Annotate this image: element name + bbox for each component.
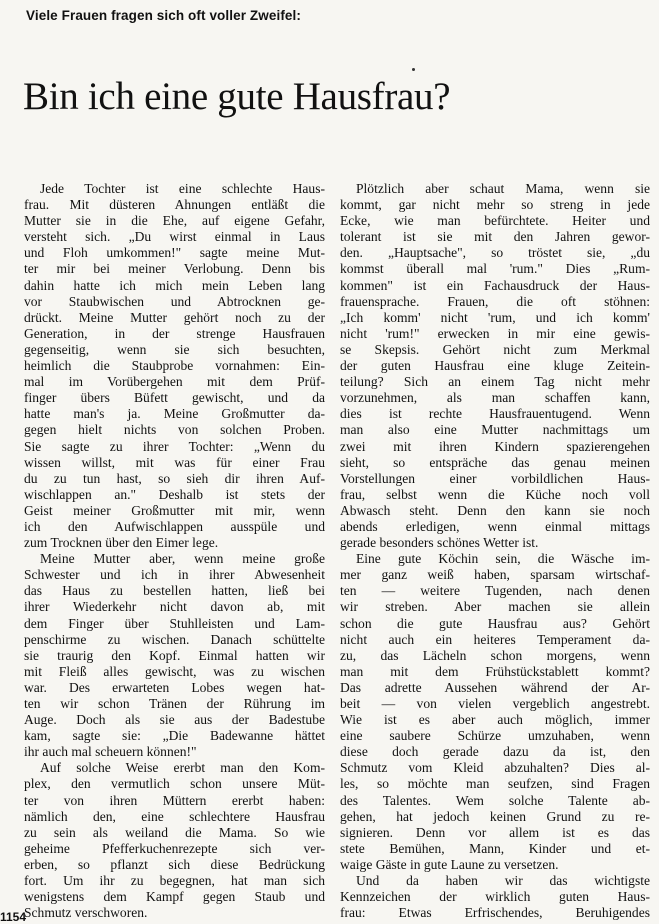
text-line: Eine gute Köchin sein, die Wäsche im- <box>356 551 650 567</box>
text-line: Auge. Doch als sie aus der Badestube <box>24 712 325 728</box>
text-line: Abwasch steht. Denn den kann sie noch <box>340 502 650 518</box>
text-line: den. „Hauptsache", so tröstet sie, „du <box>340 245 650 261</box>
text-line: das Haus zu bestellen hatten, ließ bei <box>24 583 325 599</box>
text-line: Schmutz vom Kleid abzuhalten? Dies al- <box>340 760 650 776</box>
text-line: teilung? Sich an einem Tag nicht mehr <box>340 374 650 390</box>
text-line: Kennzeichen der wirklich guten Haus- <box>340 889 650 905</box>
print-speck <box>412 68 415 71</box>
text-line: gegen hielt nichts von solchen Proben. <box>24 422 325 438</box>
text-line: man mit dem Frühstückstablett kommt? <box>340 663 650 679</box>
text-line: schon die gute Hausfrau aus? Gehört <box>340 615 650 631</box>
text-line: signieren. Denn vor allem ist es das <box>340 824 650 840</box>
text-line: frau. Mit düsteren Ahnungen entläßt die <box>24 197 325 213</box>
text-line: Jede Tochter ist eine schlechte Haus- <box>40 181 325 196</box>
text-line: Schwester und ich in ihrer Abwesenheit <box>24 567 325 583</box>
text-line: dies ist rechte Hausfrauentugend. Wenn <box>340 406 650 422</box>
text-line: gerade besonders schönes Wetter ist. <box>340 535 539 551</box>
text-line: se Skepsis. Gehört nicht zum Merkmal <box>340 341 650 357</box>
text-line: kam, sagte sie: „Die Badewanne hättet <box>24 728 325 744</box>
text-line: dem Finger über Stuhlleisten und Lam- <box>24 615 325 631</box>
text-line: ich den Aufwischlappen ausspüle und <box>24 518 325 534</box>
text-line: mal im Vorübergehen mit dem Prüf- <box>24 374 325 390</box>
text-line: und Floh umkommen!" sagte meine Mut- <box>24 245 325 261</box>
text-line: frau: Etwas Erfrischendes, Beruhigendes <box>340 905 650 921</box>
text-line: dahin hatte ich mich mein Leben lang <box>24 277 325 293</box>
text-line: gegenseitig, wenn sie sich besuchten, <box>24 341 325 357</box>
text-line: geheime Pfefferkuchenrezepte sich ver- <box>24 840 325 856</box>
text-line: wissen willst, mit was für einer Frau <box>24 454 325 470</box>
text-line: des Talentes. Wem solche Talente ab- <box>340 792 650 808</box>
text-line: nicht 'rum!" erwecken in mir eine gewis- <box>340 325 650 341</box>
text-line: Meine Mutter aber, wenn meine große <box>40 551 325 567</box>
kicker-line: Viele Frauen fragen sich oft voller Zweifel: <box>26 8 301 23</box>
text-line: vor Staubwischen und Abtrocknen ge- <box>24 293 325 309</box>
text-line: stete Bemühen, Mann, Kinder und et- <box>340 840 650 856</box>
text-line: Geist meiner Großmutter mit mir, wenn <box>24 502 325 518</box>
text-line: waige Gäste in gute Laune zu versetzen. <box>340 856 559 872</box>
text-line: Ecke, wie man befürchtete. Heiter und <box>340 213 650 229</box>
left-column <box>24 181 325 921</box>
text-line: mit Fleiß alles gewischt, was zu wischen <box>24 663 325 679</box>
text-line: eine saubere Schürze umzuhaben, wenn <box>340 728 650 744</box>
text-line: kommst überall mal 'rum." Dies „Rum- <box>340 261 650 277</box>
text-line: frau, selbst wenn die Küche noch voll <box>340 486 650 502</box>
text-line: frauensprache. Frauen, die oft stöhnen: <box>340 293 650 309</box>
text-line: erben, so pflanzt sich diese Bedrückung <box>24 856 325 872</box>
text-line: Plötzlich aber schaut Mama, wenn sie <box>356 181 650 196</box>
text-line: zu sein als weiland die Mama. So wie <box>24 824 325 840</box>
text-line: kommt, gar nicht mehr so streng in jede <box>340 197 650 213</box>
text-line: du zu tun hast, so sieh dir ihren Auf- <box>24 470 325 486</box>
text-line: wischlappen an." Deshalb ist stets der <box>24 486 325 502</box>
text-line: Auf solche Weise ererbt man den Kom- <box>40 760 325 776</box>
text-line: abends erledigen, wenn einmal mittags <box>340 518 650 534</box>
text-line: nicht auch ein heiteres Temperament da- <box>340 631 650 647</box>
text-line: versteht sich. „Du wirst einmal in Laus <box>24 229 325 245</box>
text-line: wir streben. Aber machen sie allein <box>340 599 650 615</box>
text-line: finger übers Büfett gewischt, und da <box>24 390 325 406</box>
text-line: tolerant ist sie mit den Jahren gewor- <box>340 229 650 245</box>
text-line: sie traurig den Kopf. Einmal hatten wir <box>24 647 325 663</box>
text-line: ihrer Wiederkehr nicht davon ab, mit <box>24 599 325 615</box>
text-line: drückt. Meine Mutter gehört noch zu der <box>24 309 325 325</box>
text-line: beit — von vielen vergeblich angestrebt. <box>340 696 650 711</box>
text-line: ihr auch mal scheuern können!" <box>24 744 197 760</box>
text-line: hatte man's ja. Meine Großmutter da- <box>24 406 325 422</box>
text-line: „Ich komm' nicht 'rum, und ich komm' <box>340 309 650 325</box>
right-column <box>340 181 650 921</box>
text-line: heimlich die Staubprobe vornahmen: Ein- <box>24 358 325 374</box>
text-line: kommen" ist ein Fachausdruck der Haus- <box>340 277 650 293</box>
text-line: nämlich den, eine schlechtere Hausfrau <box>24 808 325 824</box>
text-line: les, so möchte man seufzen, sind Fragen <box>340 776 650 792</box>
text-line: der guten Hausfrau eine kluge Zeitein- <box>340 358 650 374</box>
text-line: ter mir bei meiner Verlobung. Denn bis <box>24 261 325 277</box>
text-line: zum Trocknen über den Eimer lege. <box>24 535 219 551</box>
text-line: ten — weitere Tugenden, nach denen <box>340 583 650 599</box>
text-line: plex, den vermutlich schon unsere Müt- <box>24 776 325 792</box>
text-line: gehen, hat jedoch keinen Grund zu re- <box>340 808 650 824</box>
text-line: Generation, in der strenge Hausfrauen <box>24 325 325 341</box>
text-line: zwei mit ihren Kindern spazierengehen <box>340 438 650 454</box>
text-line: Wie ist es aber auch möglich, immer <box>340 712 650 728</box>
text-line: penschirme zu wischen. Danach schüttelte <box>24 631 325 647</box>
text-line: war. Des erwarteten Lobes wegen hat- <box>24 679 325 695</box>
text-line: man also eine Mutter nachmittags um <box>340 422 650 438</box>
text-line: zu, das Lächeln schon morgens, wenn <box>340 647 650 663</box>
text-line: fort. Um ihr zu begegnen, hat man sich <box>24 873 325 889</box>
text-line: diese doch gerade dazu da ist, den <box>340 744 650 760</box>
text-line: vorzunehmen, als man schaffen kann, <box>340 390 650 406</box>
text-line: Sie sagte zu ihrer Tochter: „Wenn du <box>24 438 325 454</box>
text-line: Mutter sie in die Ehe, auf eigene Gefahr, <box>24 213 325 229</box>
text-line: Schmutz verschworen. <box>24 905 148 921</box>
text-line: sieht, so entspräche das genau meinen <box>340 454 650 470</box>
article-title: Bin ich eine gute Hausfrau? <box>23 75 451 118</box>
text-line: wenigstens dem Kampf gegen Staub und <box>24 889 325 905</box>
text-line: Das adrette Aussehen während der Ar- <box>340 679 650 695</box>
text-line: Und da haben wir das wichtigste <box>356 873 650 889</box>
text-line: ter von ihren Müttern ererbt haben: <box>24 792 325 808</box>
text-line: mer ganz weiß haben, sparsam wirtschaf- <box>340 567 650 583</box>
text-line: Vorstellungen einer vorbildlichen Haus- <box>340 470 650 486</box>
text-line: ten wir schon Tränen der Rührung im <box>24 696 325 711</box>
page-number: 1154 <box>0 910 27 924</box>
